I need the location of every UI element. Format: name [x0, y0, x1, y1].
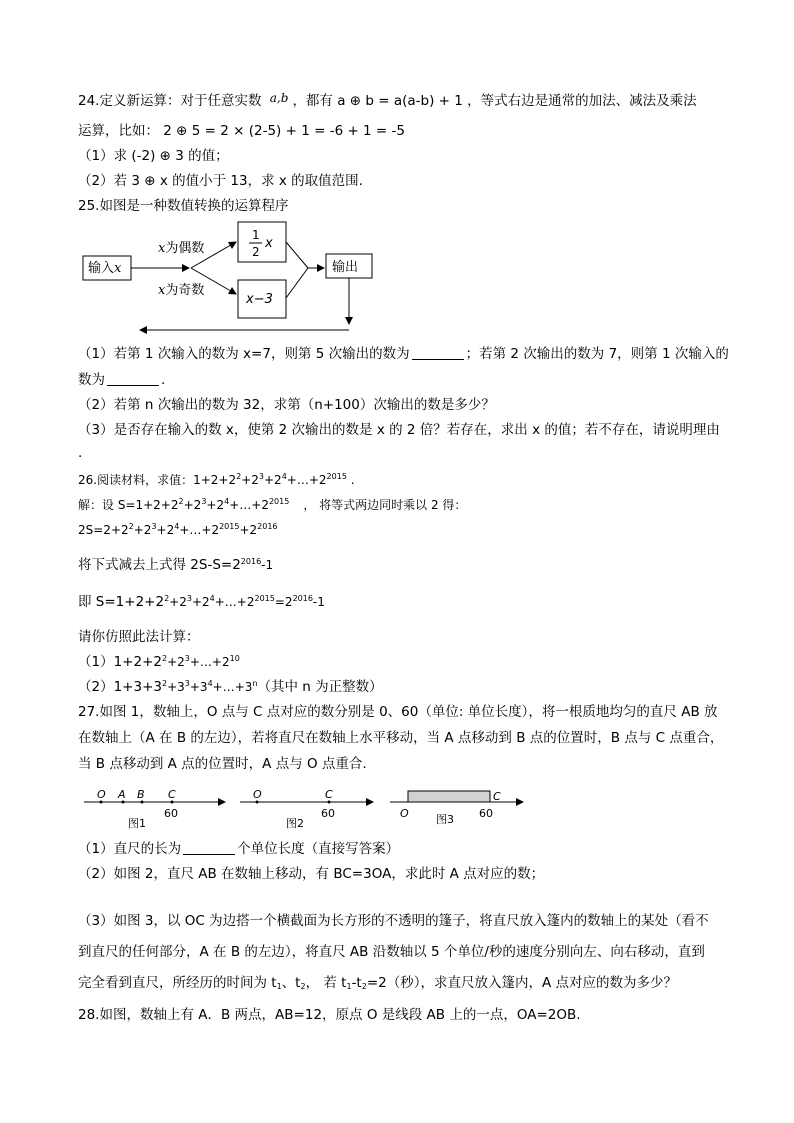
q27-p3-d: -t	[351, 975, 362, 991]
q26-result-line	[78, 592, 325, 612]
q26-sol-exp2: 2	[178, 497, 184, 506]
q26-title-b: +2	[241, 473, 259, 487]
flow-input-label: 输入x	[88, 261, 122, 276]
q25-title: 25.如图是一种数值转换的运算程序	[78, 198, 289, 214]
q26-res-exp3: 3	[186, 594, 192, 603]
q26-part1	[78, 652, 240, 672]
q26-sol-c: +2	[206, 498, 225, 512]
q26-p2-exp4: 4	[207, 679, 213, 688]
q26-res-b: +2	[169, 595, 187, 609]
flow-minus-label: x−3	[246, 292, 273, 307]
q24-line1	[78, 88, 697, 111]
q27-line1: 27.如图 1，数轴上，O 点与 C 点对应的数分别是 0、60（单位: 单位长度），将一根质地均匀的直尺 AB 放	[78, 704, 718, 720]
q26-2s-exp4: 4	[174, 522, 180, 531]
q27-p3-sub1: 1	[276, 982, 282, 991]
q25-part1-cont	[78, 370, 165, 390]
q26-2s-exp3: 3	[151, 522, 157, 531]
q26-res-exp2016: 2016	[292, 594, 313, 603]
q26-p2-d: +3	[234, 680, 253, 694]
q26-title-exp2: 2	[236, 472, 242, 481]
fig2-label-o: O	[253, 788, 262, 801]
fig2-label-60: 60	[321, 807, 335, 820]
q26-2s-e: +2	[239, 523, 258, 537]
q26-title-a: 26.阅读材料，求值：1+2+2	[78, 473, 237, 487]
q26-2s-exp2015: 2015	[219, 522, 240, 531]
fig2-caption: 图2	[286, 817, 304, 830]
q26-sub-b: -1	[261, 558, 274, 572]
fig3-label-c: C	[493, 790, 501, 803]
q27-p1-b: 个单位长度（直接写答案）	[237, 841, 400, 857]
q26-title-d: +…+2	[286, 473, 327, 487]
fig3-label-60: 60	[479, 807, 493, 820]
flow-odd-label: x为奇数	[158, 283, 205, 298]
fig2-label-c: C	[325, 788, 333, 801]
q26-p2-expn: n	[252, 679, 258, 688]
q26-sub-a: 将下式减去上式得 2S-S=2	[78, 557, 241, 573]
q27-line2: 在数轴上（A 在 B 的左边），若将直尺在数轴上水平移动，当 A 点移动到 B 点的位置时，B 点与 C 点重合，	[78, 730, 724, 746]
q26-res-minus1: -1	[312, 595, 325, 609]
q26-res-a: 即 S=1+2+2	[78, 594, 165, 610]
q27-p1-answer-blank	[183, 840, 235, 855]
q26-sub-exp2016: 2016	[240, 557, 262, 566]
q26-p2-exp2: 2	[161, 679, 168, 688]
q26-res-exp2: 2	[164, 594, 170, 603]
q26-p2-note: （其中 n 为正整数）	[257, 679, 383, 695]
fig1-label-60: 60	[164, 807, 178, 820]
q27-p3-sub4: 2	[361, 982, 367, 991]
q26-sol-end: ， 将等式两边同时乘以 2 得：	[303, 498, 467, 512]
q26-res-exp2015: 2015	[254, 594, 275, 603]
q24-var-ab: a,b	[269, 91, 289, 105]
q26-res-c: +2	[191, 595, 210, 609]
q26-sol-exp3: 3	[201, 497, 207, 506]
flow-output-label: 输出	[332, 260, 359, 275]
q25-part3-dot: .	[78, 445, 83, 461]
q24-part2: （2）若 3 ⊕ x 的值小于 13，求 x 的取值范围.	[78, 173, 363, 189]
q26-title-exp2015: 2015	[326, 472, 347, 481]
q26-solution	[78, 495, 466, 515]
fig1-label-c: C	[168, 788, 176, 801]
q26-p1-exp2: 2	[161, 654, 168, 663]
flow-half-var: x	[265, 236, 273, 251]
fig1-label-o: O	[97, 788, 106, 801]
q26-part2: $(2)1+3+3^2+3^3+3^4+\dots+3^n$（其中 n 为正整数）	[78, 679, 383, 695]
q27-p3-a: 完全看到直尺，所经历的时间为 t	[78, 975, 277, 991]
q26-res-exp4: 4	[209, 594, 215, 603]
q27-p3-b: 、t	[281, 975, 301, 991]
q27-line3: 当 B 点移动到 A 点的位置时，A 点与 O 点重合.	[78, 756, 367, 772]
q26-res-d: +…+2	[214, 595, 255, 609]
q24-line2: 运算，比如： 2 ⊕ 5 = 2 × (2-5) + 1 = -6 + 1 = -5	[78, 123, 405, 139]
flow-merge-top	[286, 242, 308, 268]
q26-title-c: +2	[264, 473, 282, 487]
q26-title	[78, 470, 355, 490]
q26-p1-exp3: 3	[184, 654, 190, 663]
q25-p1-answer-blank	[412, 345, 464, 360]
q26-p2-a: （2）1+3+3	[78, 679, 162, 695]
q25-part1	[78, 344, 729, 364]
q27-figures	[80, 783, 530, 833]
q27-part1	[78, 839, 399, 859]
q26-p2-exp3: 3	[184, 679, 190, 688]
q27-part3-line2: 到直尺的任何部分，A 在 B 的左边），将直尺 AB 沿数轴以 5 个单位/秒的速度分别向左、向右移动，直到	[78, 944, 705, 960]
q26-title-exp3: 3	[258, 472, 264, 481]
q25-p1-d: .	[161, 372, 166, 388]
q26-2s-c: +2	[156, 523, 175, 537]
q25-p1-a: （1）若第 1 次输入的数为 x=7，则第 5 次输出的数为	[78, 346, 410, 362]
q27-p3-c: ， 若 t	[305, 975, 347, 991]
q25-part3: （3）是否存在输入的数 x，使第 2 次输出的数是 x 的 2 倍？若存在，求出 x 的值；若不存在，请说明理由	[78, 422, 720, 438]
q26-sol-a: 解：设 S=1+2+2	[78, 498, 179, 512]
q25-p1-c: 数为	[78, 372, 105, 388]
q26-p1-c: +…+2	[189, 655, 230, 669]
q26-sol-exp4: 4	[224, 497, 230, 506]
q26-p2-c: +3	[189, 680, 208, 694]
q26-2s-exp2016: 2016	[257, 522, 278, 531]
flow-merge-bottom	[286, 268, 308, 298]
fig1-label-b: B	[137, 788, 145, 801]
flow-half-numerator: 1	[252, 228, 260, 242]
q27-p3-e: =2（秒），求直尺放入篷内，A 点对应的数为多少？	[366, 975, 678, 991]
q26-p2-b: +3	[167, 680, 185, 694]
q24-text-b: ，都有 a ⊕ b = a(a-b) + 1 ，等式右边是通常的加法、减法及乘法	[292, 93, 697, 109]
fig3-label-o: O	[400, 807, 409, 820]
q26-2s-b: +2	[133, 523, 152, 537]
fig1-label-a: A	[118, 788, 126, 801]
q24-part1: （1）求 (-2) ⊕ 3 的值；	[78, 148, 229, 164]
q27-part3-line3	[78, 973, 677, 993]
q26-subtract-line	[78, 555, 273, 575]
fig3-caption: 图3	[436, 813, 454, 826]
q26-2s-d: +…+2	[179, 523, 220, 537]
q26-p1-a: （1）1+2+2	[78, 654, 162, 670]
flow-even-label: x为偶数	[158, 241, 205, 256]
q26-sol-d: +…+2	[229, 498, 269, 512]
flow-half-box	[238, 222, 286, 262]
q25-p1-answer-blank-2	[107, 371, 159, 386]
q25-p1-b: ；若第 2 次输出的数为 7，则第 1 次输入的	[465, 346, 729, 362]
q27-p3-sub3: 1	[346, 982, 352, 991]
q26-title-e: .	[346, 473, 355, 487]
q26-p1-exp10: 10	[229, 654, 240, 663]
q26-ask: 请你仿照此法计算：	[78, 629, 200, 645]
q26-2s-exp2: 2	[128, 522, 134, 531]
fig1-caption: 图1	[128, 817, 146, 830]
flow-half-denominator: 2	[252, 245, 260, 259]
q26-res-eq: =2	[274, 595, 293, 609]
q25-flowchart	[78, 214, 378, 339]
q27-part2: （2）如图 2，直尺 AB 在数轴上移动，有 BC=3OA，求此时 A 点对应的数；	[78, 866, 545, 882]
q27-p3-sub2: 2	[300, 982, 306, 991]
q24-text-a: 24.定义新运算：对于任意实数	[78, 93, 262, 109]
q27-part3-line1: （3）如图 3，以 OC 为边搭一个横截面为长方形的不透明的篷子，将直尺放入篷内的数轴上的某处（看不	[78, 913, 709, 929]
q28-line1: 28.如图，数轴上有 A．B 两点，AB=12，原点 O 是线段 AB 上的一点，OA=2OB.	[78, 1007, 581, 1023]
q26-sol-b: +2	[183, 498, 202, 512]
q26-sol-exp2015: 2015	[268, 497, 290, 506]
q27-p1-a: （1）直尺的长为	[78, 841, 182, 857]
q26-title-exp4: 4	[281, 472, 287, 481]
fig3-tent	[408, 791, 490, 802]
q26-p1-b: +2	[167, 655, 185, 669]
q25-part2: （2）若第 n 次输出的数为 32，求第（n+100）次输出的数是多少？	[78, 397, 495, 413]
q26-2s-a: 2S=2+2	[78, 523, 129, 537]
q26-2s-line	[78, 520, 278, 540]
